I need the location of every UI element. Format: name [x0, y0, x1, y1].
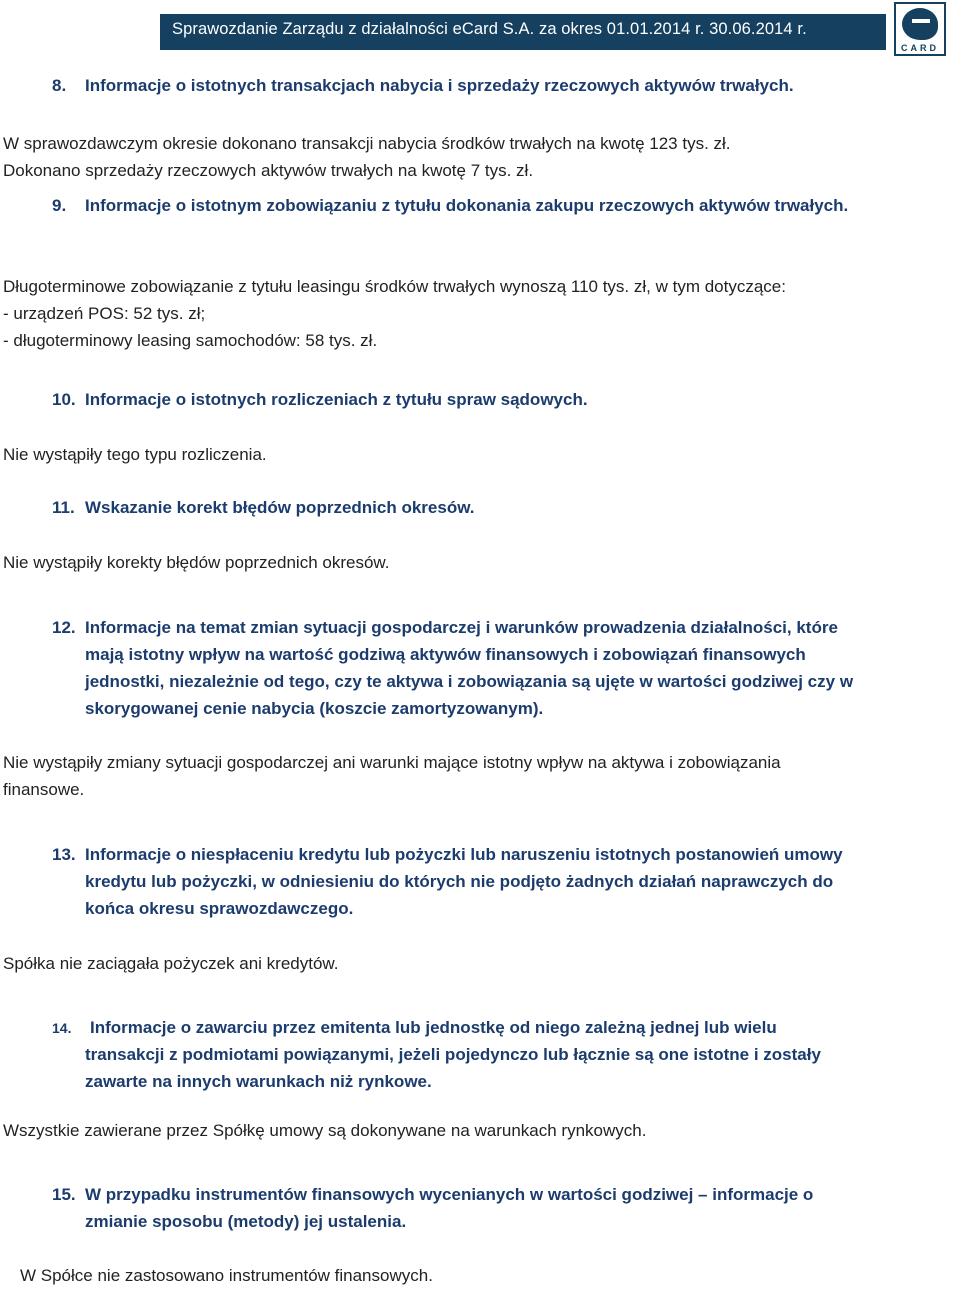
section-15-title-line-1: W przypadku instrumentów finansowych wycenianych w wartości godziwej – informacje o: [85, 1185, 814, 1204]
section-9-body-line-1: Długoterminowe zobowiązanie z tytułu leasingu środków trwałych wynoszą 110 tys. zł, w tym dotyczące:: [3, 277, 786, 296]
section-8-heading: [52, 72, 932, 99]
header-title: Sprawozdanie Zarządu z działalności eCard S.A. za okres 01.01.2014 r. 30.06.2014 r.: [172, 20, 807, 38]
ecard-logo-text: CARD: [901, 43, 939, 53]
section-10-body-text: Nie wystąpiły tego typu rozliczenia.: [3, 445, 267, 464]
section-14-title: [52, 1014, 952, 1095]
section-11-body-text: Nie wystąpiły korekty błędów poprzednich okresów.: [3, 553, 390, 572]
section-12-body: [3, 749, 958, 803]
section-11-heading: [52, 494, 932, 521]
section-10-body: [3, 441, 958, 468]
section-10-heading: [52, 386, 932, 413]
section-9-heading: [52, 192, 942, 219]
section-11-number: 11.: [52, 498, 75, 517]
section-8-body-line-2: Dokonano sprzedaży rzeczowych aktywów trwałych na kwotę 7 tys. zł.: [3, 161, 534, 180]
section-12-heading: [52, 614, 952, 722]
section-13-body-text: Spółka nie zaciągała pożyczek ani kredytów.: [3, 954, 339, 973]
section-15-title: [52, 1181, 952, 1235]
section-12-body-line-1: Nie wystąpiły zmiany sytuacji gospodarczej ani warunki mające istotny wpływ na aktywa i zobowiązania: [3, 753, 781, 772]
section-15-body-text: W Spółce nie zastosowano instrumentów finansowych.: [20, 1266, 433, 1285]
section-13-title-line-3: końca okresu sprawozdawczego.: [85, 899, 354, 918]
section-14-title-line-3: zawarte na innych warunkach niż rynkowe.: [85, 1072, 432, 1091]
section-14-title-line-2: transakcji z podmiotami powiązanymi, jeżeli pojedynczo lub łącznie są one istotne i zostały: [85, 1045, 821, 1064]
section-14-number: 14.: [52, 1020, 72, 1036]
ecard-logo: [894, 2, 946, 56]
section-10-title: Informacje o istotnych rozliczeniach z tytułu spraw sądowych.: [85, 390, 588, 409]
section-11-title: Wskazanie korekt błędów poprzednich okresów.: [85, 498, 475, 517]
section-12-title-line-4: skorygowanej cenie nabycia (koszcie zamortyzowanym).: [85, 699, 544, 718]
section-14-body: [3, 1117, 958, 1144]
section-8-number: 8.: [52, 76, 67, 95]
section-9-title: Informacje o istotnym zobowiązaniu z tytułu dokonania zakupu rzeczowych aktywów trwałych.: [85, 196, 849, 215]
section-12-body-line-2: finansowe.: [3, 780, 85, 799]
section-13-title: [52, 841, 952, 922]
section-15-number: 15.: [52, 1185, 76, 1204]
section-13-heading: [52, 841, 952, 922]
section-12-title-line-2: mają istotny wpływ na wartość godziwą aktywów finansowych i zobowiązań finansowych: [85, 645, 806, 664]
ecard-logo-e-icon: [902, 8, 938, 40]
section-13-number: 13.: [52, 845, 76, 864]
section-9-body: [3, 273, 958, 354]
section-8-body-line-1: W sprawozdawczym okresie dokonano transakcji nabycia środków trwałych na kwotę 123 tys. zł.: [3, 134, 731, 153]
section-14-body-text: Wszystkie zawierane przez Spółkę umowy są dokonywane na warunkach rynkowych.: [3, 1121, 647, 1140]
section-15-title-line-2: zmianie sposobu (metody) jej ustalenia.: [85, 1212, 407, 1231]
section-14-title-line-1: Informacje o zawarciu przez emitenta lub jednostkę od niego zależną jednej lub wielu: [90, 1018, 777, 1037]
section-8-body: [3, 130, 958, 184]
section-13-title-line-1: Informacje o niespłaceniu kredytu lub pożyczki lub naruszeniu istotnych postanowień umowy: [85, 845, 843, 864]
section-8-title: Informacje o istotnych transakcjach nabycia i sprzedaży rzeczowych aktywów trwałych.: [85, 76, 794, 95]
section-9-body-line-3: - długoterminowy leasing samochodów: 58 tys. zł.: [3, 331, 378, 350]
section-12-title: [52, 614, 952, 722]
section-9-number: 9.: [52, 196, 67, 215]
section-10-number: 10.: [52, 390, 76, 409]
section-9-body-line-2: - urządzeń POS: 52 tys. zł;: [3, 304, 206, 323]
section-14-heading: [52, 1014, 952, 1095]
section-12-title-line-1: Informacje na temat zmian sytuacji gospodarczej i warunków prowadzenia działalności, które: [85, 618, 838, 637]
section-13-title-line-2: kredytu lub pożyczki, w odniesieniu do których nie podjęto żadnych działań naprawczych do: [85, 872, 834, 891]
section-11-body: [3, 549, 958, 576]
section-12-number: 12.: [52, 618, 76, 637]
page-header: [0, 0, 960, 52]
section-15-body: [20, 1262, 950, 1289]
section-13-body: [3, 950, 958, 977]
section-15-heading: [52, 1181, 952, 1235]
section-12-title-line-3: jednostki, niezależnie od tego, czy te aktywa i zobowiązania są ujęte w wartości godziwej czy w: [85, 672, 854, 691]
